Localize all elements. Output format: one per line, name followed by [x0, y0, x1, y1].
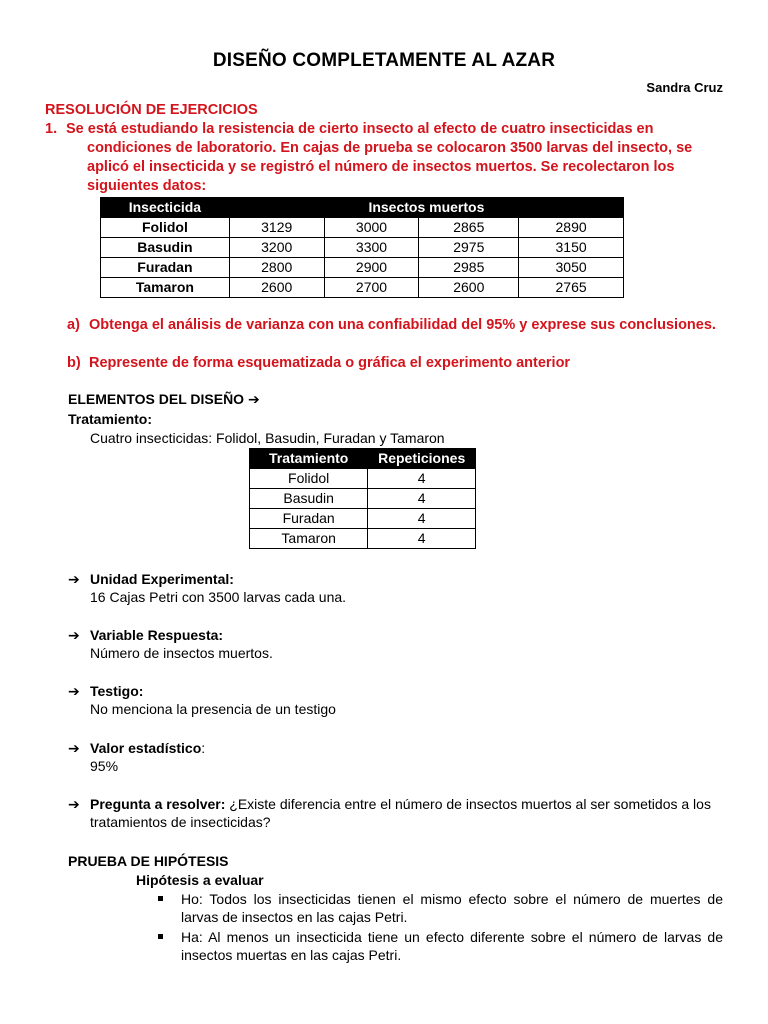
question-b	[67, 354, 719, 373]
arrow-icon: ➔	[68, 571, 80, 587]
header-insectos-muertos: Insectos muertos	[229, 198, 623, 218]
arrow-icon: ➔	[68, 796, 80, 812]
header-tratamiento: Tratamiento	[250, 449, 368, 469]
item-testigo	[68, 682, 723, 718]
table-cell: 2600	[419, 278, 519, 298]
header-insecticida: Insecticida	[101, 198, 230, 218]
table-cell: Folidol	[250, 469, 368, 489]
item-label-suffix: :	[201, 740, 206, 756]
header-repeticiones: Repeticiones	[368, 449, 476, 469]
item-valor-estadistico	[68, 739, 723, 775]
question-label: b)	[67, 355, 81, 371]
table-cell: 4	[368, 489, 476, 509]
table-header-row	[250, 449, 476, 469]
table-row	[250, 489, 476, 509]
table-row	[250, 469, 476, 489]
table-cell: Basudin	[250, 489, 368, 509]
hypothesis-subheading: Hipótesis a evaluar	[136, 872, 264, 888]
author-name: Sandra Cruz	[646, 80, 723, 95]
hypothesis-ho	[158, 890, 723, 926]
arrow-icon: ➔	[68, 740, 80, 756]
table-cell: 2700	[324, 278, 419, 298]
data-table	[100, 197, 624, 298]
item-text: 16 Cajas Petri con 3500 larvas cada una.	[90, 589, 347, 605]
problem-statement	[45, 120, 725, 196]
table-row	[250, 509, 476, 529]
table-cell: 2800	[229, 258, 324, 278]
treatment-text: Cuatro insecticidas: Folidol, Basudin, Furadan y Tamaron	[90, 430, 445, 446]
item-label: Testigo:	[90, 683, 144, 699]
question-text: Obtenga el análisis de varianza con una confiabilidad del 95% y exprese sus conclusiones.	[89, 317, 716, 333]
item-label: Valor estadístico	[90, 740, 202, 756]
problem-number: 1.	[45, 121, 58, 137]
table-cell: 3129	[229, 218, 324, 238]
table-row	[101, 238, 624, 258]
table-cell: 2900	[324, 258, 419, 278]
arrow-icon: ➔	[68, 627, 80, 643]
table-cell: 3050	[519, 258, 624, 278]
table-cell: 3150	[519, 238, 624, 258]
item-label: Variable Respuesta:	[90, 627, 224, 643]
bullet-text: Ho: Todos los insecticidas tienen el mismo efecto sobre el número de muertes de larvas de insectos en las cajas Petri.	[181, 891, 723, 925]
hypothesis-heading: PRUEBA DE HIPÓTESIS	[68, 853, 229, 869]
hypothesis-ha	[158, 928, 723, 964]
item-unidad-experimental	[68, 570, 723, 606]
table-cell: 4	[368, 469, 476, 489]
arrow-icon: ➔	[68, 683, 80, 699]
table-cell: Tamaron	[250, 529, 368, 549]
table-cell: 2865	[419, 218, 519, 238]
table-cell: 2890	[519, 218, 624, 238]
section-header: RESOLUCIÓN DE EJERCICIOS	[45, 102, 258, 118]
question-label: a)	[67, 317, 80, 333]
table-row	[101, 278, 624, 298]
item-text: No menciona la presencia de un testigo	[90, 701, 336, 717]
treatment-table	[249, 448, 476, 549]
question-text: Represente de forma esquematizada o gráfica el experimento anterior	[89, 355, 571, 371]
document-title: DISEÑO COMPLETAMENTE AL AZAR	[212, 50, 556, 71]
item-pregunta	[68, 795, 723, 831]
bullet-text: Ha: Al menos un insecticida tiene un efecto diferente sobre el número de larvas de insectos muertas en las cajas Petri.	[181, 929, 723, 963]
bullet-icon	[158, 896, 163, 901]
item-label: Pregunta a resolver:	[90, 796, 226, 812]
problem-text: Se está estudiando la resistencia de cierto insecto al efecto de cuatro insecticidas en condiciones de laboratorio. En cajas de prueba se colocaron 3500 larvas del insecto, se aplicó el insecticida y se registró el número de insectos muertos. Se recolectaron los siguientes datos:	[66, 121, 693, 194]
design-elements-heading: ELEMENTOS DEL DISEÑO ➔	[68, 391, 260, 407]
item-text: Número de insectos muertos.	[90, 645, 273, 661]
table-row	[250, 529, 476, 549]
table-cell: 2975	[419, 238, 519, 258]
table-cell: 3300	[324, 238, 419, 258]
table-row	[101, 258, 624, 278]
bullet-icon	[158, 934, 163, 939]
table-header-row	[101, 198, 624, 218]
item-variable-respuesta	[68, 626, 723, 662]
table-cell: 2985	[419, 258, 519, 278]
table-cell: Furadan	[250, 509, 368, 529]
question-a	[67, 316, 719, 335]
row-name: Tamaron	[101, 278, 230, 298]
table-cell: 4	[368, 509, 476, 529]
row-name: Furadan	[101, 258, 230, 278]
table-row	[101, 218, 624, 238]
item-text: ¿Existe diferencia entre el número de insectos muertos al ser sometidos a los tratamientos de insecticidas?	[90, 796, 711, 830]
table-cell: 3000	[324, 218, 419, 238]
row-name: Folidol	[101, 218, 230, 238]
table-cell: 2600	[229, 278, 324, 298]
row-name: Basudin	[101, 238, 230, 258]
table-cell: 4	[368, 529, 476, 549]
table-cell: 3200	[229, 238, 324, 258]
item-label: Unidad Experimental:	[90, 571, 234, 587]
item-text: 95%	[90, 758, 119, 774]
treatment-label: Tratamiento:	[68, 411, 153, 427]
table-cell: 2765	[519, 278, 624, 298]
